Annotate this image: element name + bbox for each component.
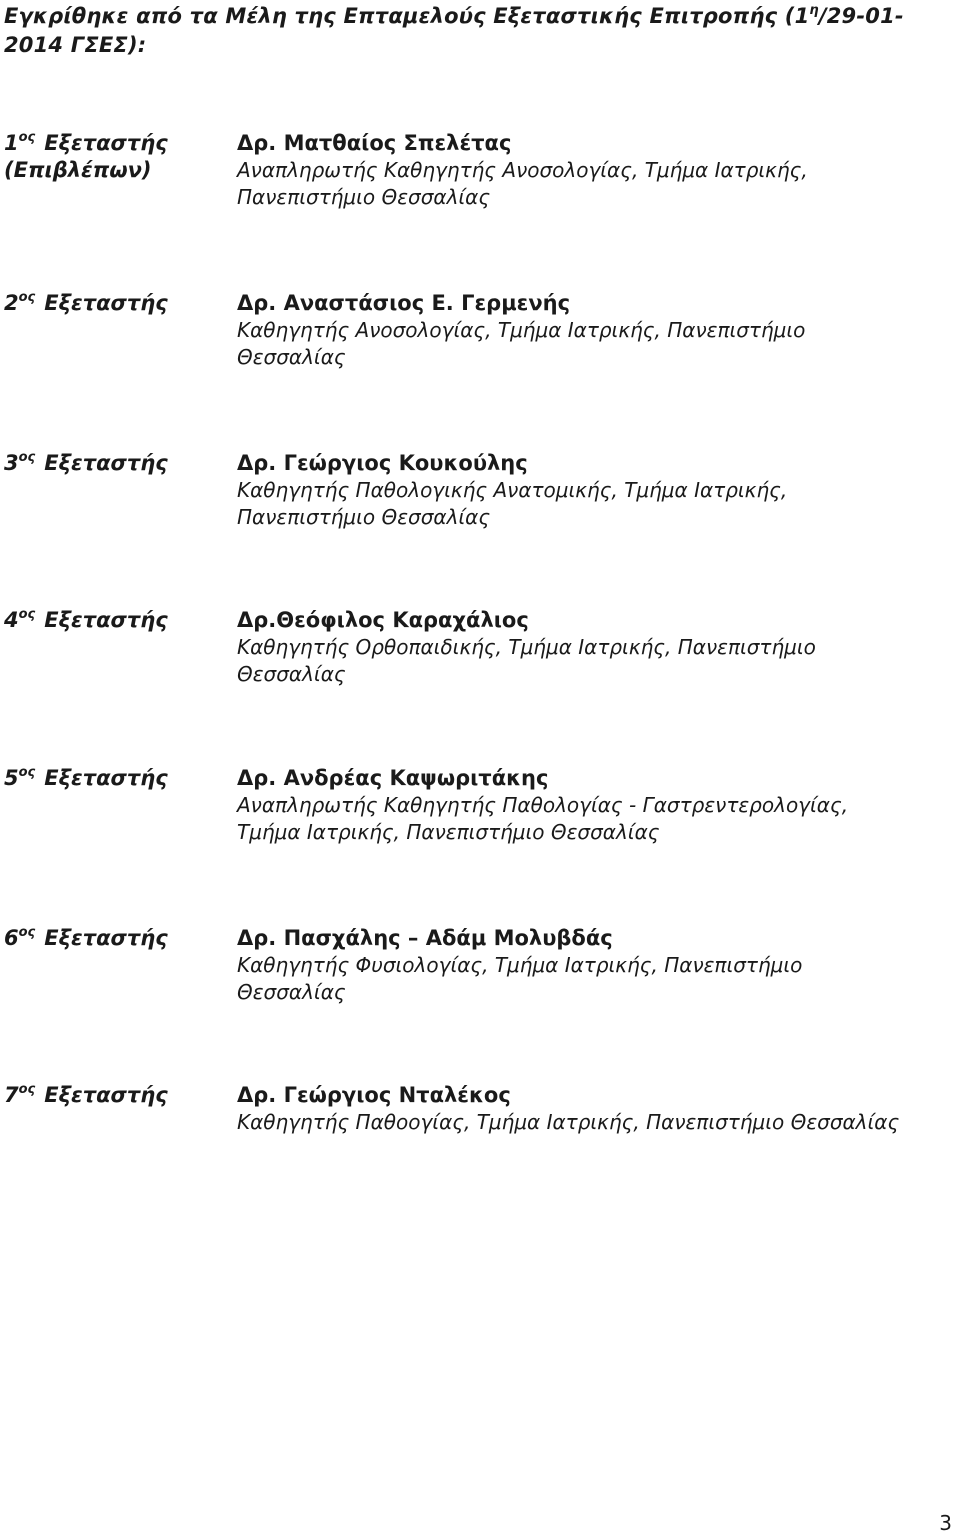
role-label: Εξεταστής xyxy=(44,291,168,315)
examiner-title: Καθηγητής Παθολογικής Ανατομικής, Τμήμα Ιατρικής, Πανεπιστήμιο Θεσσαλίας xyxy=(237,478,788,529)
role-label: Εξεταστής xyxy=(44,1083,168,1107)
heading-superscript: η xyxy=(809,3,819,18)
examiner-name: Δρ. Γεώργιος Νταλέκος xyxy=(237,1083,511,1107)
examiner-name: Δρ.Θεόφιλος Καραχάλιος xyxy=(237,608,529,632)
examiner-role xyxy=(4,1082,234,1109)
examiner-role xyxy=(4,607,234,634)
ordinal-number: 1 xyxy=(4,131,19,155)
examiner-role xyxy=(4,130,234,184)
examiner-role xyxy=(4,925,234,952)
ordinal-number: 7 xyxy=(4,1083,19,1107)
approval-heading xyxy=(4,2,904,60)
role-label: Εξεταστής xyxy=(44,766,168,790)
examiner-name: Δρ. Ανδρέας Καψωριτάκης xyxy=(237,766,549,790)
ordinal-number: 4 xyxy=(4,608,19,632)
examiner-details xyxy=(237,925,957,1006)
role-label: Εξεταστής xyxy=(44,451,168,475)
examiner-details xyxy=(237,130,957,211)
ordinal-suffix: ος xyxy=(18,607,36,622)
ordinal-suffix: ος xyxy=(18,450,36,465)
examiner-details xyxy=(237,290,957,371)
ordinal-suffix: ος xyxy=(18,925,36,940)
examiner-title: Καθηγητής Ανοσολογίας, Τμήμα Ιατρικής, Πανεπιστήμιο Θεσσαλίας xyxy=(237,318,806,369)
examiner-name: Δρ. Πασχάλης – Αδάμ Μολυβδάς xyxy=(237,926,613,950)
ordinal-suffix: ος xyxy=(18,765,36,780)
examiner-title: Καθηγητής Παθοογίας, Τμήμα Ιατρικής, Πανεπιστήμιο Θεσσαλίας xyxy=(237,1110,900,1134)
ordinal-number: 3 xyxy=(4,451,19,475)
role-label: Εξεταστής xyxy=(44,608,168,632)
examiner-role xyxy=(4,765,234,792)
page-number: 3 xyxy=(939,1511,952,1535)
examiner-details xyxy=(237,765,957,846)
heading-text-before: Εγκρίθηκε από τα Μέλη της Επταμελούς Εξεταστικής Επιτροπής (1 xyxy=(4,4,810,28)
role-note: (Επιβλέπων) xyxy=(4,158,152,182)
examiner-role xyxy=(4,290,234,317)
examiner-title: Καθηγητής Ορθοπαιδικής, Τμήμα Ιατρικής, Πανεπιστήμιο Θεσσαλίας xyxy=(237,635,816,686)
ordinal-number: 6 xyxy=(4,926,19,950)
ordinal-suffix: ος xyxy=(18,1082,36,1097)
examiner-name: Δρ. Ματθαίος Σπελέτας xyxy=(237,131,512,155)
ordinal-number: 2 xyxy=(4,291,19,315)
examiner-title: Αναπληρωτής Καθηγητής Ανοσολογίας, Τμήμα Ιατρικής, Πανεπιστήμιο Θεσσαλίας xyxy=(237,158,808,209)
examiner-details xyxy=(237,607,957,688)
examiner-details xyxy=(237,1082,957,1136)
ordinal-number: 5 xyxy=(4,766,19,790)
examiner-details xyxy=(237,450,957,531)
role-label: Εξεταστής xyxy=(44,926,168,950)
ordinal-suffix: ος xyxy=(18,290,36,305)
heading-text-after: /29-01-2014 ΓΣΕΣ): xyxy=(4,4,904,57)
examiner-title: Αναπληρωτής Καθηγητής Παθολογίας - Γαστρεντερολογίας, Τμήμα Ιατρικής, Πανεπιστήμιο Θεσσαλίας xyxy=(237,793,849,844)
examiner-name: Δρ. Γεώργιος Κουκούλης xyxy=(237,451,528,475)
ordinal-suffix: ος xyxy=(18,130,36,145)
examiner-name: Δρ. Αναστάσιος Ε. Γερμενής xyxy=(237,291,571,315)
role-label: Εξεταστής xyxy=(44,131,168,155)
examiner-title: Καθηγητής Φυσιολογίας, Τμήμα Ιατρικής, Πανεπιστήμιο Θεσσαλίας xyxy=(237,953,803,1004)
examiner-role xyxy=(4,450,234,477)
